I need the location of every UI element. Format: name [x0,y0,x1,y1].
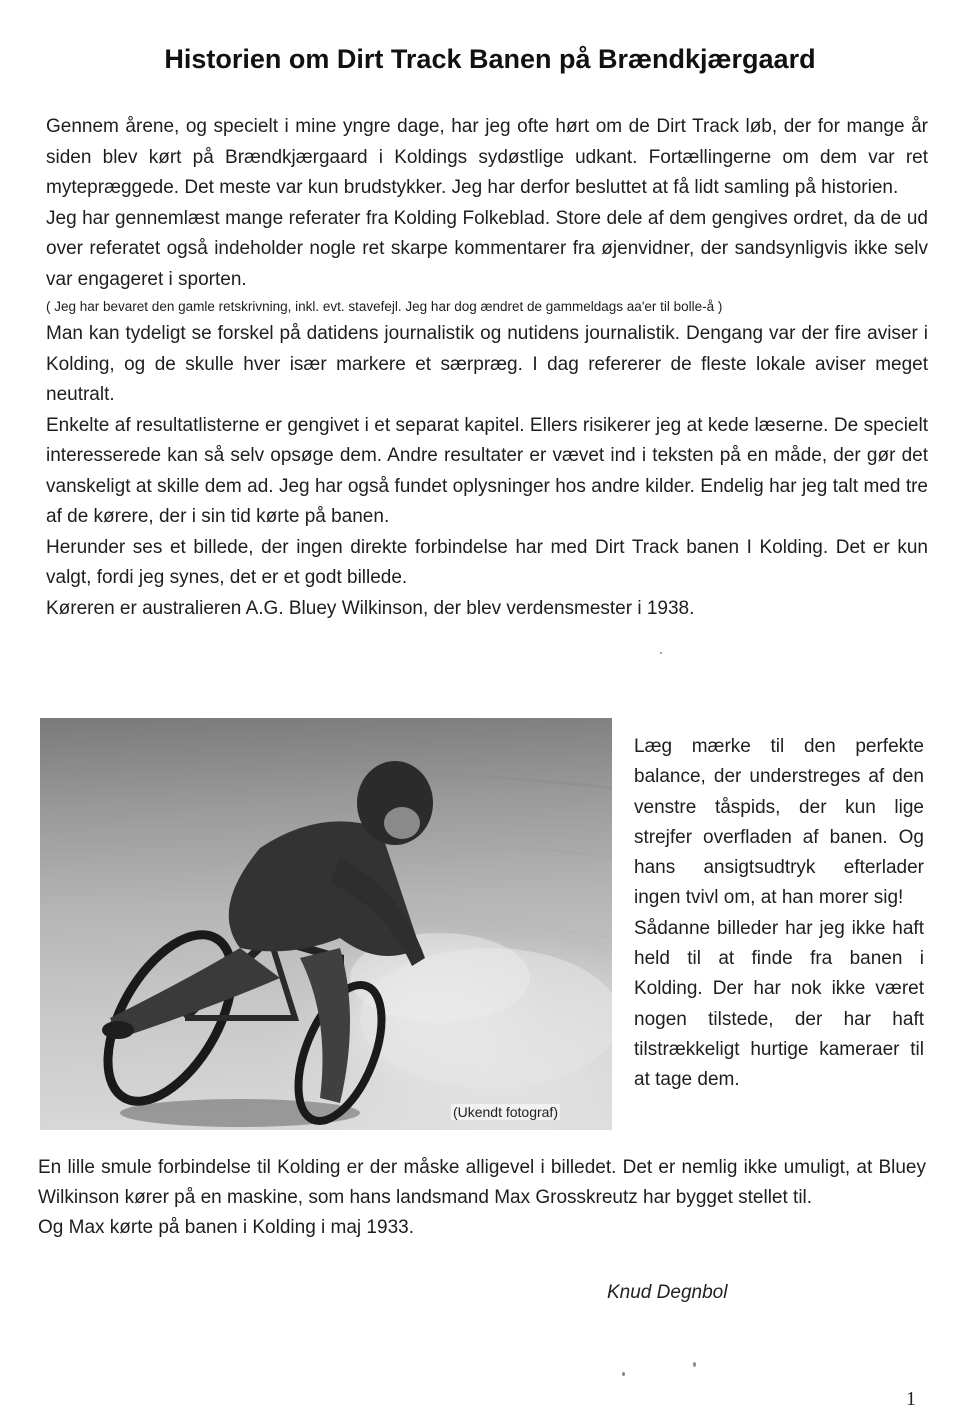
author-signature: Knud Degnbol [607,1282,728,1303]
paragraph: Køreren er australieren A.G. Bluey Wilkinson, der blev verdensmester i 1938. [46,597,695,619]
scan-speck [693,1362,696,1367]
page-number: 1 [906,1388,916,1410]
paragraph: Sådanne billeder har jeg ikke haft held til at finde fra banen i Kolding. Der har nok ikke været nogen tilstede, der har haft tilstrækkeligt hurtige kameraer til at tage dem. [634,917,924,1091]
paragraph: Og Max kørte på banen i Kolding i maj 1933. [38,1217,414,1238]
spelling-note: ( Jeg har bevaret den gamle retskrivning, inkl. evt. stavefejl. Jeg har dog ændret de gammeldags aa'er til bolle-å ) [46,299,723,314]
page-title: Historien om Dirt Track Banen på Brændkjærgaard [164,44,816,74]
scan-speck [622,1372,625,1376]
intro-text [46,112,928,624]
scan-speck [660,652,662,654]
speedway-rider-photo [40,718,612,1130]
paragraph: Læg mærke til den perfekte balance, der understreges af den venstre tåspids, der kun lige strejfer overfladen af banen. Og hans ansigtsudtryk efterlader ingen tvivl om, at han morer sig! [634,736,924,909]
closing-text [38,1153,926,1243]
paragraph: Enkelte af resultatlisterne er gengivet i et separat kapitel. Ellers risikerer jeg at kede læserne. De specielt interesserede kan så selv opsøge dem. Andre resultater er vævet ind i teksten på en måde, der gør det vanskeligt at skille dem ad. Jeg har også fundet oplysninger hos andre kilder. Endelig har jeg talt med tre af de kørere, der i sin tid kørte på banen. [46,414,928,527]
photo-caption: (Ukendt fotograf) [452,1104,558,1120]
paragraph: Jeg har gennemlæst mange referater fra Kolding Folkeblad. Store dele af dem gengives ordret, da de ud over referatet også indeholder nogle ret skarpe kommentarer fra øjenvidner, der sandsynligvis ikke selv var engageret i sporten. [46,207,928,290]
paragraph: En lille smule forbindelse til Kolding er der måske alligevel i billedet. Det er nemlig ikke umuligt, at Bluey Wilkinson kører på en maskine, som hans landsmand Max Grosskreutz har bygget stellet til. [38,1157,926,1208]
paragraph: Herunder ses et billede, der ingen direkte forbindelse har med Dirt Track banen I Kolding. Det er kun valgt, fordi jeg synes, det er et godt billede. [46,536,928,588]
rider-illustration [40,718,612,1130]
photo-commentary [634,732,924,1096]
paragraph: Gennem årene, og specielt i mine yngre dage, har jeg ofte hørt om de Dirt Track løb, der for mange år siden blev kørt på Brændkjærgaard i Koldings sydøstlige udkant. Fortællingerne om dem var ret mytepræggede. Det meste var kun brudstykker. Jeg har derfor besluttet at få lidt samling på historien. [46,116,928,198]
paragraph: Man kan tydeligt se forskel på datidens journalistik og nutidens journalistik. Dengang var der fire aviser i Kolding, og de skulle hver især markere et særpræg. I dag refererer de fleste lokale aviser meget neutralt. [46,323,928,405]
